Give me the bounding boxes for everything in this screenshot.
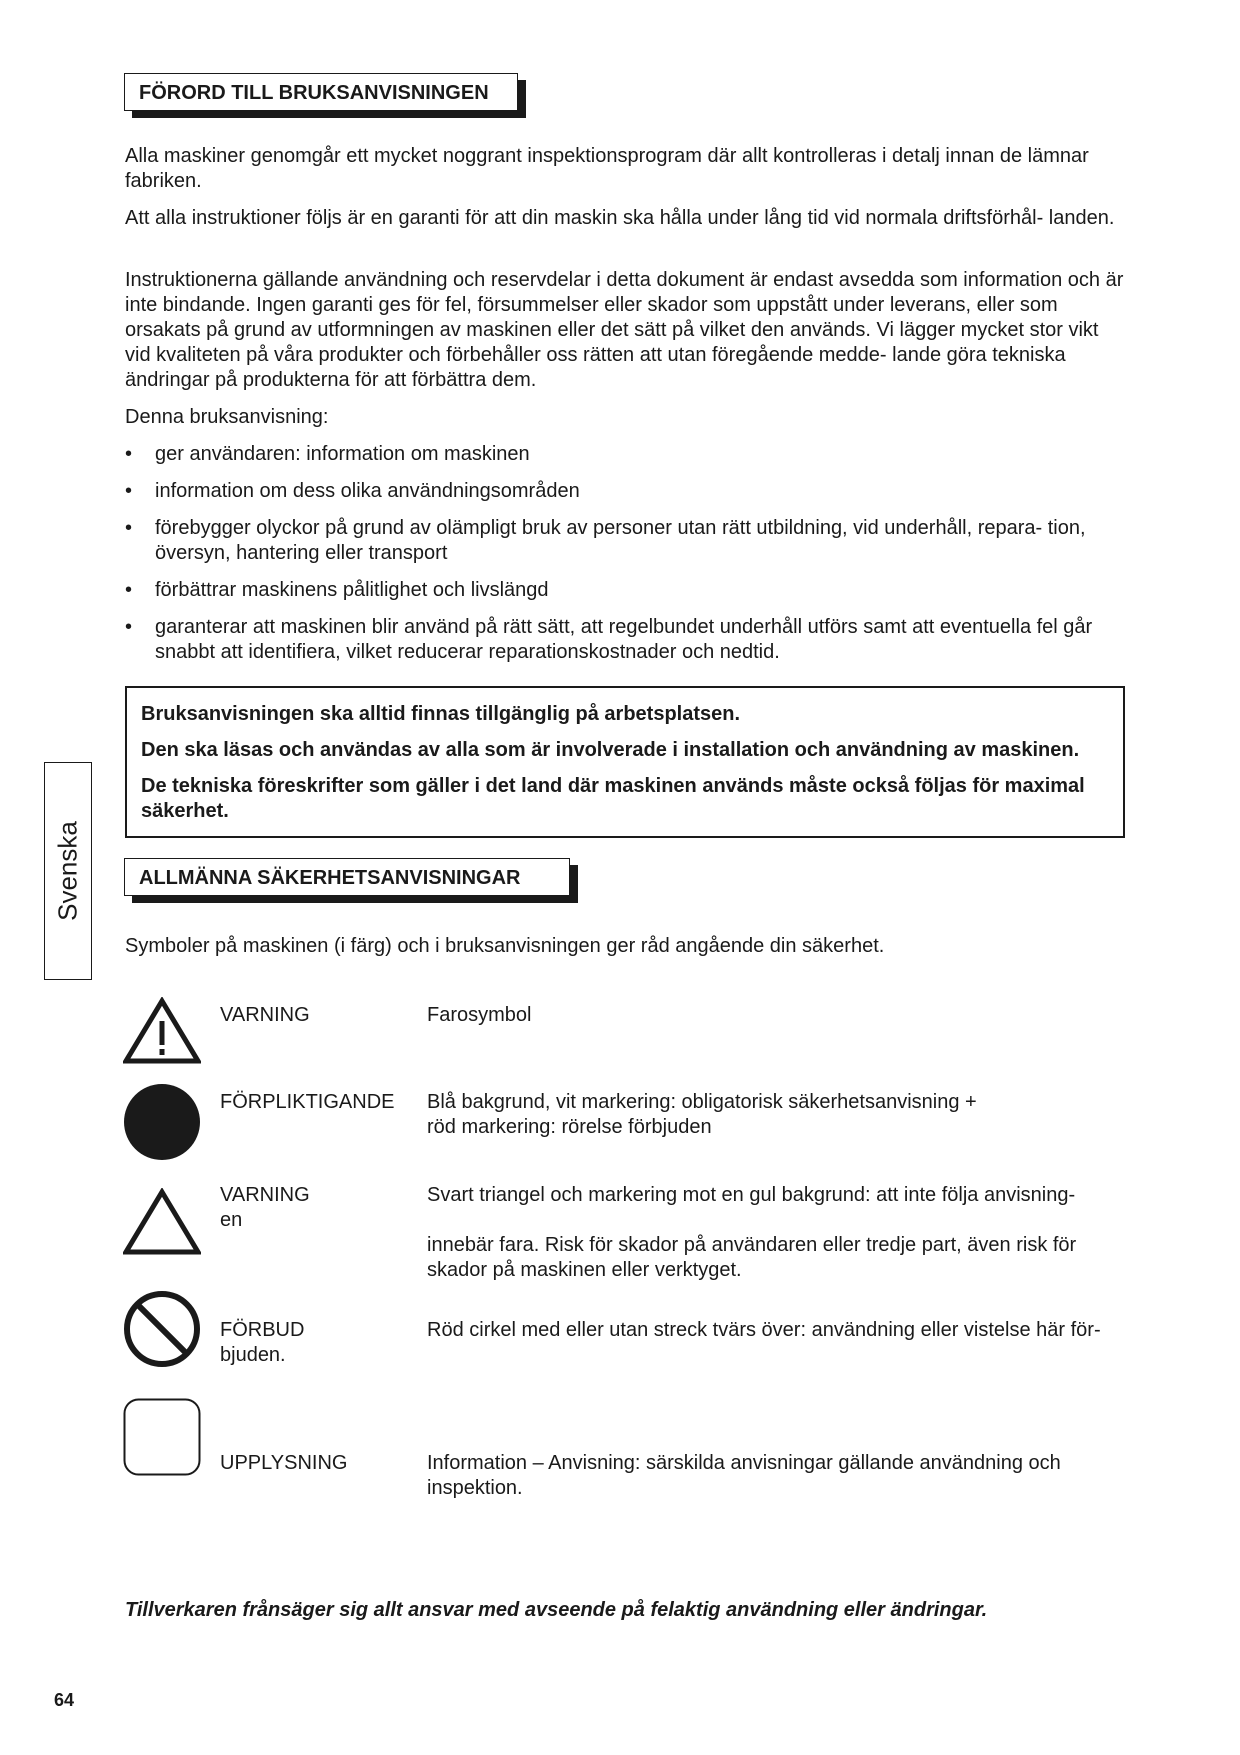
page-number: 64: [54, 1690, 75, 1710]
bullet-marker: •: [125, 616, 133, 638]
list-item-text: förbättrar maskinens pålitlighet och livslängd: [155, 579, 549, 601]
list-item: [125, 442, 1125, 467]
warning-exclamation-icon: [123, 997, 201, 1065]
notice-box: [125, 686, 1125, 838]
intro-paragraph: Alla maskiner genomgår ett mycket noggrant inspektionsprogram där allt kontrolleras i detalj innan de lämnar fabriken.: [125, 145, 1089, 192]
bullet-marker: •: [125, 443, 133, 465]
list-item-text: förebygger olyckor på grund av olämpligt bruk av personer utan rätt utbildning, vid underhåll, repara- tion, översyn, hantering eller transport: [155, 517, 1086, 564]
list-item: [125, 578, 1125, 603]
symbol-label: FÖRBUD bjuden.: [220, 1319, 305, 1366]
foreword-heading: FÖRORD TILL BRUKSANVISNINGEN: [124, 73, 518, 111]
liability-paragraph: Instruktionerna gällande användning och reservdelar i detta dokument är endast avsedda som information och är inte bindande. Ingen garanti ges för fel, försummelser eller skador som uppstått under leverans, eller som orsakats på grund av utformningen av maskinen eller det sätt på vilket den används. Vi lägger mycket stor vikt vid kvaliteten på våra produkter och förbehåller oss rätten att utan föregående medde- lande göra tekniska ändringar på produkterna för att förbättra dem.: [125, 269, 1124, 391]
mandatory-circle-icon: [123, 1083, 201, 1161]
list-item: [125, 516, 1125, 566]
notice-line: Den ska läsas och användas av alla som är involverade i installation och användning av maskinen.: [141, 739, 1080, 761]
warning-triangle-icon: [123, 1188, 201, 1256]
bullet-marker: •: [125, 579, 133, 601]
symbol-label: UPPLYSNING: [220, 1452, 348, 1474]
language-side-tab: [44, 762, 92, 980]
notice-line: Bruksanvisningen ska alltid finnas tillgänglig på arbetsplatsen.: [141, 703, 741, 725]
symbol-description: Farosymbol: [427, 1004, 532, 1026]
list-item-text: information om dess olika användningsområden: [155, 480, 580, 502]
safety-heading: ALLMÄNNA SÄKERHETSANVISNINGAR: [124, 858, 570, 896]
prohibition-icon: [123, 1290, 201, 1368]
symbol-description-line: röd markering: rörelse förbjuden: [427, 1116, 712, 1138]
symbol-description: [427, 1183, 1127, 1283]
symbol-description-line: Blå bakgrund, vit markering: obligatorisk säkerhetsanvisning +: [427, 1091, 977, 1113]
notice-line: De tekniska föreskrifter som gäller i det land där maskinen används måste också följas för maximal säkerhet.: [141, 775, 1085, 822]
information-box-icon: [123, 1398, 201, 1476]
bullet-marker: •: [125, 480, 133, 502]
symbol-label: VARNING: [220, 1004, 310, 1026]
symbol-description-line: Svart triangel och markering mot en gul bakgrund: att inte följa anvisning-: [427, 1184, 1076, 1206]
symbol-label: VARNING en: [220, 1184, 310, 1231]
list-item-text: garanterar att maskinen blir använd på rätt sätt, att regelbundet underhåll utförs samt att eventuella fel går snabbt att identifiera, vilket reducerar reparationskostnader och nedtid.: [155, 616, 1093, 663]
language-label: Svenska: [52, 821, 83, 921]
symbol-label: FÖRPLIKTIGANDE: [220, 1091, 395, 1113]
list-item: [125, 479, 1125, 504]
symbol-description-line: innebär fara. Risk för skador på användaren eller tredje part, även risk för skador på maskinen eller verktyget.: [427, 1234, 1077, 1281]
list-item-text: ger användaren: information om maskinen: [155, 443, 530, 465]
bullet-marker: •: [125, 517, 133, 539]
symbols-intro: Symboler på maskinen (i färg) och i bruksanvisningen ger råd angående din säkerhet.: [125, 935, 885, 957]
symbol-description: [427, 1090, 1127, 1140]
symbol-description: Information – Anvisning: särskilda anvisningar gällande användning och inspektion.: [427, 1452, 1061, 1499]
guarantee-paragraph: Att alla instruktioner följs är en garanti för att din maskin ska hålla under lång tid vid normala driftsförhål- landen.: [125, 207, 1115, 229]
manufacturer-disclaimer: Tillverkaren frånsäger sig allt ansvar med avseende på felaktig användning eller ändringar.: [125, 1599, 988, 1621]
symbol-description: Röd cirkel med eller utan streck tvärs över: användning eller vistelse här för-: [427, 1319, 1101, 1341]
manual-purpose-paragraph: Denna bruksanvisning:: [125, 406, 329, 428]
list-item: [125, 615, 1125, 665]
